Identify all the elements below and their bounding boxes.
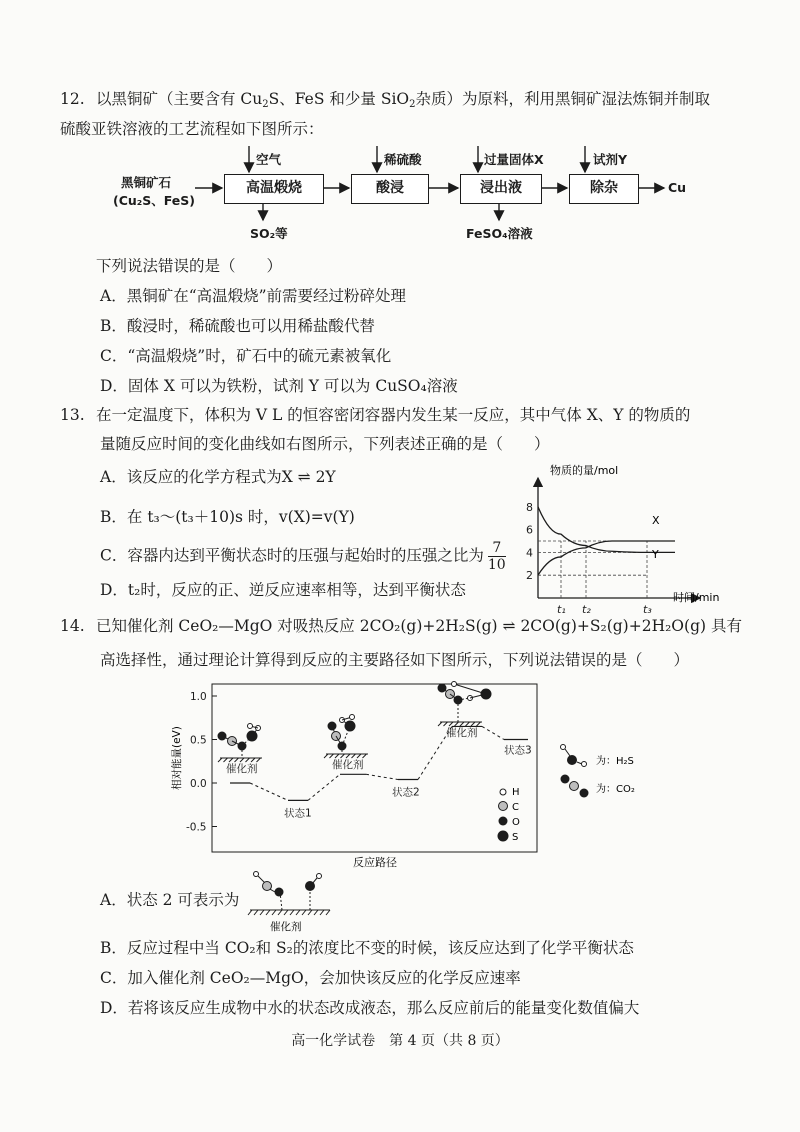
chart2-connector	[418, 726, 452, 779]
q13-line1: 在一定温度下，体积为 V L 的恒容密闭容器内发生某一反应，其中气体 X、Y 的物质的	[96, 406, 691, 424]
page-footer: 高一化学试卷 第 4 页（共 8 页）	[291, 1033, 509, 1049]
catalyst-atom	[345, 721, 355, 731]
catalyst-atom	[328, 722, 336, 730]
chart1-series-y-label: Y	[652, 548, 659, 562]
catalyst-atom	[468, 696, 473, 701]
catalyst-atom	[454, 696, 462, 704]
chart2-connector	[308, 774, 340, 800]
catalyst-atom	[248, 724, 253, 729]
atom-o-icon	[499, 817, 508, 826]
flow-input-y: 试剂Y	[593, 152, 628, 167]
chart2-ylabel: 相对能量(eV)	[171, 726, 183, 790]
catalyst-atom	[256, 726, 261, 731]
catalyst-label-2: 催化剂	[446, 727, 478, 739]
legend-h2s: 为：H₂S	[596, 756, 634, 767]
chart1-ylabel: 物质的量/mol	[550, 464, 619, 477]
catalyst-atom	[340, 718, 345, 723]
q12-option-c: C．“高温煅烧”时，矿石中的硫元素被氧化	[100, 347, 392, 365]
flow-box-leachate: 浸出液	[460, 174, 542, 204]
q12-prompt: 下列说法错误的是（ ）	[96, 257, 283, 275]
flow-box-purify: 除杂	[569, 174, 639, 204]
chart1-ytick-4: 4	[526, 546, 533, 560]
q13-number: 13.	[60, 406, 85, 424]
chart2-connector	[366, 774, 398, 779]
catalyst-atom	[438, 684, 446, 692]
chart1-series-X	[538, 507, 675, 553]
q13-option-b: B．在 t₃～(t₃＋10)s 时，v(X)=v(Y)	[100, 508, 355, 526]
legend-c: C	[512, 802, 519, 813]
catalyst-label-1: 催化剂	[332, 759, 364, 771]
catalyst-label-0: 催化剂	[226, 763, 258, 775]
q14-line1: 已知催化剂 CeO₂—MgO 对吸热反应 2CO₂(g)+2H₂S(g) ⇌ 2CO(g)+S₂(g)+2H₂O(g) 具有	[96, 617, 742, 635]
chart2-xlabel: 反应路径	[353, 856, 397, 869]
chart2-ytick: 0.5	[190, 734, 207, 747]
chart1-xlabel: 时间/min	[673, 591, 720, 604]
h2s-molecule-icon	[567, 755, 577, 765]
q13-option-d: D．t₂时，反应的正、逆反应速率相等，达到平衡状态	[100, 581, 466, 599]
atom-c-icon	[499, 802, 508, 811]
chart2-connector	[250, 783, 288, 800]
flow-input-air: 空气	[256, 152, 282, 167]
catalyst-atom	[332, 732, 341, 741]
chart2-frame	[212, 684, 537, 852]
chart1-ytick-2: 2	[526, 569, 533, 583]
chart2-ytick: 1.0	[190, 691, 207, 703]
legend-s: S	[512, 832, 519, 843]
q14-option-d: D．若将该反应生成物中水的状态改成液态，那么反应前后的能量变化数值偏大	[100, 999, 640, 1017]
atom-s-icon	[498, 831, 509, 842]
q12-option-d: D．固体 X 可以为铁粉，试剂 Y 可以为 CuSO₄溶液	[100, 377, 458, 395]
q12-option-b: B．酸浸时，稀硫酸也可以用稀盐酸代替	[100, 317, 375, 335]
chart2-state-label-2: 状态2	[392, 786, 420, 799]
atom-h-icon	[500, 789, 506, 795]
legend-co2: 为：CO₂	[596, 784, 635, 795]
flow-box-leach: 酸浸	[351, 174, 429, 204]
chart1-xtick-1: t₂	[582, 603, 591, 616]
chart2-ytick: -0.5	[186, 821, 207, 834]
flow-input-x: 过量固体X	[484, 152, 544, 167]
catalyst-atom	[452, 682, 457, 687]
catalyst-atom	[238, 742, 246, 750]
q13-option-a: A．该反应的化学方程式为X ⇌ 2Y	[100, 468, 336, 486]
q12-flow-arrows	[0, 0, 800, 260]
catalyst-atom	[247, 731, 257, 741]
q12-option-a: A．黑铜矿在“高温煅烧”前需要经过粉碎处理	[100, 287, 407, 305]
chart1-ytick-8: 8	[526, 500, 533, 514]
legend-h: H	[512, 787, 520, 798]
chart1-ytick-6: 6	[526, 523, 533, 537]
option-a-catalyst-label: 催化剂	[270, 921, 302, 933]
flow-output-feso4: FeSO₄溶液	[466, 226, 533, 241]
flow-output-so2: SO₂等	[250, 226, 288, 241]
chart2-state-label-3: 状态3	[504, 744, 532, 757]
chart2-ytick: 0.0	[190, 778, 207, 790]
q12-line2: 硫酸亚铁溶液的工艺流程如下图所示：	[60, 120, 324, 138]
catalyst-atom	[481, 689, 491, 699]
q14-number: 14.	[60, 617, 85, 635]
chart1-series-Y	[538, 541, 675, 575]
chart2-atom-legend	[498, 787, 521, 843]
catalyst-atom	[446, 690, 455, 699]
flow-box-roast: 高温煅烧	[224, 174, 324, 204]
q13-option-c: C．容器内达到平衡状态时的压强与起始时的压强之比为 $\frac{7}{10}$	[100, 540, 506, 573]
co2-molecule-icon	[561, 775, 570, 784]
q13-fraction: $\frac{7}{10}$	[487, 540, 506, 573]
catalyst-atom	[338, 742, 346, 750]
catalyst-atom	[218, 732, 226, 740]
catalyst-atom	[228, 737, 237, 746]
flow-input-acid: 稀硫酸	[384, 152, 422, 167]
chart2-state-label-1: 状态1	[284, 807, 312, 820]
flow-source-name: 黑铜矿石	[121, 175, 172, 190]
chart2-molecule-legend	[561, 745, 635, 798]
q12-number: 12.	[60, 90, 85, 108]
q14-line2: 高选择性，通过理论计算得到反应的主要路径如下图所示，下列说法错误的是（ ）	[100, 651, 690, 669]
q14-option-b: B．反应过程中当 CO₂和 S₂的浓度比不变的时候，该反应达到了化学平衡状态	[100, 939, 634, 957]
catalyst-atom	[350, 715, 355, 720]
flow-source-formula: (Cu₂S、FeS)	[113, 193, 195, 208]
q12-line1: 以黑铜矿（主要含有 $Cu_2S$、FeS 和少量 SiO$_2$杂质）为原料，利用黑铜矿湿法炼铜并制取	[96, 90, 711, 110]
chart1-xtick-2: t₃	[643, 603, 652, 616]
q14-option-c: C．加入催化剂 CeO₂—MgO，会加快该反应的化学反应速率	[100, 969, 521, 987]
chart2-connector	[482, 726, 504, 739]
flow-product: Cu	[668, 180, 687, 195]
legend-o: O	[512, 817, 520, 828]
q13-line2: 量随反应时间的变化曲线如右图所示，下列表述正确的是（ ）	[100, 435, 550, 453]
q14-option-a: A．状态 2 可表示为	[100, 891, 240, 909]
chart1-xtick-0: t₁	[557, 603, 566, 616]
chart1-series-x-label: X	[652, 513, 660, 527]
